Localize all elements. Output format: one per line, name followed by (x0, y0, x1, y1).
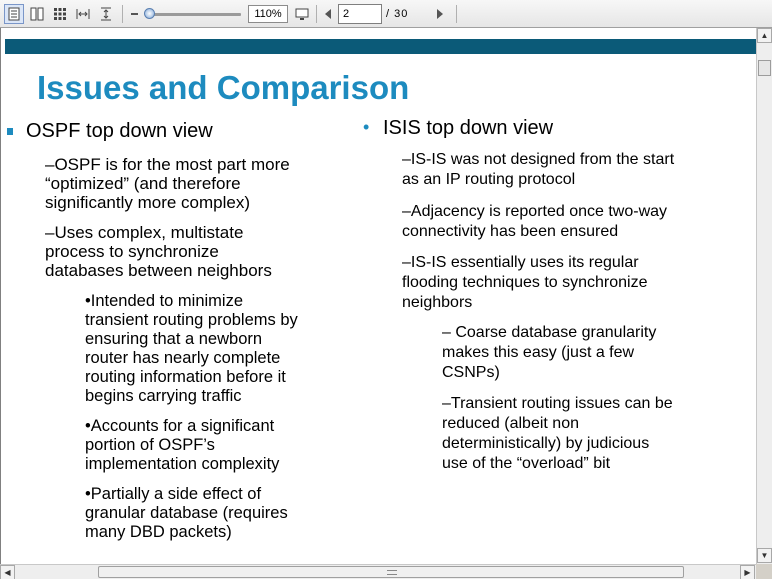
slide-title: Issues and Comparison (37, 69, 410, 106)
zoom-level-field[interactable]: 110% (248, 5, 288, 23)
left-subitem-3: •Partially a side effect of granular database (requires many DBD packets) (85, 485, 288, 541)
fit-height-button[interactable] (96, 4, 116, 24)
scroll-up-button[interactable] (757, 28, 772, 43)
toolbar-separator (122, 5, 123, 23)
right-subitem-1: – Coarse database granularity makes this easy (just a few CSNPs) (442, 324, 657, 381)
scroll-left-button[interactable] (0, 565, 15, 579)
slide-header-bar (5, 39, 757, 54)
left-item-1: –OSPF is for the most part more “optimized” (and therefore significantly more complex) (45, 155, 290, 212)
horizontal-scroll-thumb[interactable] (98, 566, 684, 578)
two-page-icon (30, 7, 44, 21)
vertical-scroll-thumb[interactable] (758, 60, 771, 76)
slide-page (5, 39, 757, 559)
prev-page-icon (323, 8, 333, 20)
right-item-2: –Adjacency is reported once two-way connectivity has been ensured (402, 203, 668, 240)
single-page-icon (7, 7, 21, 21)
single-page-view-button[interactable] (4, 4, 24, 24)
square-bullet-icon (7, 128, 13, 135)
toolbar-separator (316, 5, 317, 23)
zoom-slider-thumb[interactable] (144, 8, 155, 19)
next-page-button[interactable] (430, 4, 450, 24)
arrow-up-icon: ▲ (760, 31, 769, 40)
zoom-out-icon[interactable] (131, 13, 138, 15)
scrollbar-corner (756, 564, 772, 579)
grip-icon (387, 570, 397, 575)
toolbar-separator (456, 5, 457, 23)
left-item-2: –Uses complex, multistate process to synchronize databases between neighbors (45, 223, 272, 280)
arrow-down-icon: ▼ (760, 551, 769, 560)
toolbar (0, 0, 772, 28)
fit-height-icon (99, 7, 113, 21)
right-subitem-2: –Transient routing issues can be reduced (albeit non deterministically) by judicious use of the “overload” bit (442, 395, 673, 472)
fullscreen-icon (295, 7, 309, 21)
arrow-right-icon: ▶ (744, 568, 751, 577)
dot-bullet-icon: • (363, 117, 370, 137)
scroll-right-button[interactable] (740, 565, 755, 579)
previous-page-button[interactable] (318, 4, 338, 24)
horizontal-scrollbar[interactable] (0, 564, 756, 579)
thumbnails-view-button[interactable] (50, 4, 70, 24)
left-subitem-1: •Intended to minimize transient routing problems by ensuring that a newborn router has nearly complete routing information before it begins carrying traffic (85, 292, 298, 405)
right-item-3: –IS-IS essentially uses its regular flooding techniques to synchronize neighbors (402, 254, 648, 311)
left-heading: OSPF top down view (26, 120, 213, 142)
fit-width-button[interactable] (73, 4, 93, 24)
page-total-label: / 30 (386, 8, 409, 20)
left-subitem-2: •Accounts for a significant portion of OSPF’s implementation complexity (85, 417, 280, 473)
fullscreen-button[interactable] (292, 4, 312, 24)
vertical-scrollbar[interactable] (756, 28, 772, 564)
page-number-input[interactable]: 2 (338, 4, 382, 24)
scroll-down-button[interactable] (757, 548, 772, 563)
right-heading: ISIS top down view (383, 117, 554, 139)
zoom-slider-track[interactable] (145, 13, 241, 16)
document-viewport[interactable] (0, 28, 772, 579)
fit-width-icon (76, 7, 90, 21)
two-page-view-button[interactable] (27, 4, 47, 24)
thumbnails-icon (53, 7, 67, 21)
arrow-left-icon: ◀ (4, 568, 11, 577)
right-item-1: –IS-IS was not designed from the start as an IP routing protocol (402, 151, 675, 188)
next-page-icon (435, 8, 445, 20)
